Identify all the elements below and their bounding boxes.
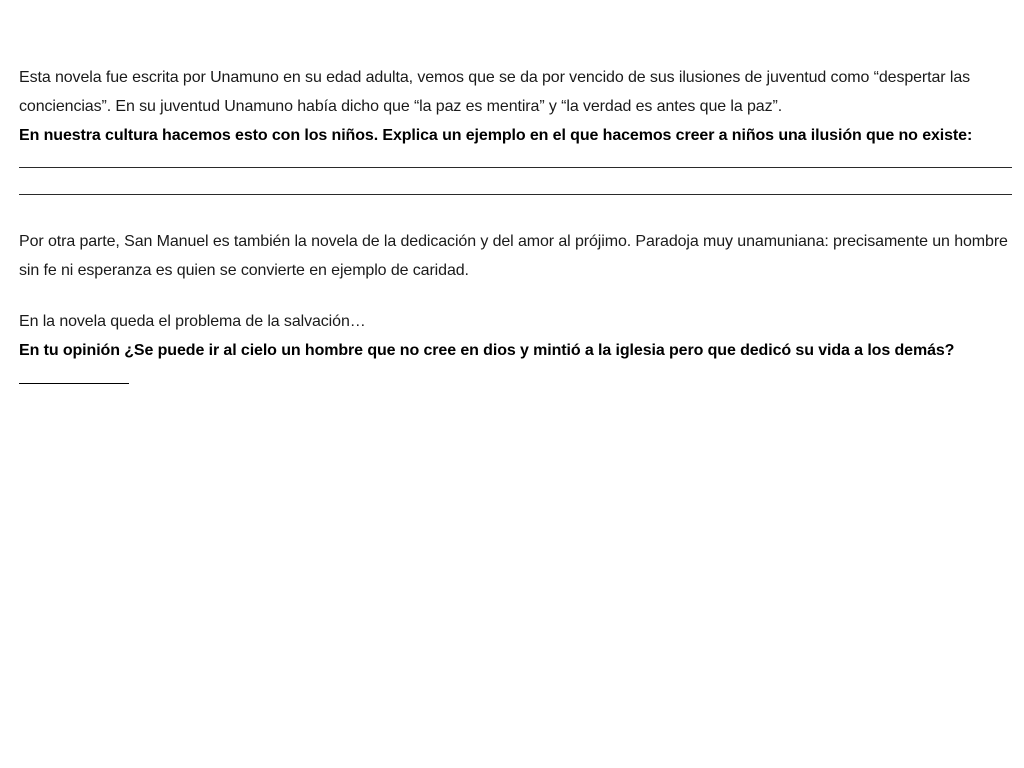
answer-blank-2[interactable]: [19, 367, 129, 384]
paragraph-2: Por otra parte, San Manuel es también la novela de la dedicación y del amor al prójimo. Paradoja muy unamuniana: precisamente un hombre sin fe ni esperanza es quien se convierte en ejemplo de caridad.: [19, 233, 1008, 279]
answer-line-1[interactable]: [19, 167, 1012, 168]
intro-paragraph: Esta novela fue escrita por Unamuno en su edad adulta, vemos que se da por vencido de sus ilusiones de juventud como “despertar las conciencias”. En su juventud Unamuno había dicho que “la paz es mentira” y “la verdad es antes que la paz”.: [19, 69, 971, 115]
paragraph-3: En la novela queda el problema de la salvación…: [19, 313, 366, 330]
question-2: En tu opinión ¿Se puede ir al cielo un hombre que no cree en dios y mintió a la iglesia pero que dedicó su vida a los demás?: [19, 342, 955, 359]
question-1: En nuestra cultura hacemos esto con los niños. Explica un ejemplo en el que hacemos creer a niños una ilusión que no existe:: [19, 127, 973, 144]
spacer: [19, 285, 1017, 307]
spacer: [19, 195, 1017, 227]
document-page: [19, 63, 1017, 394]
question-2-block: [19, 336, 1017, 394]
